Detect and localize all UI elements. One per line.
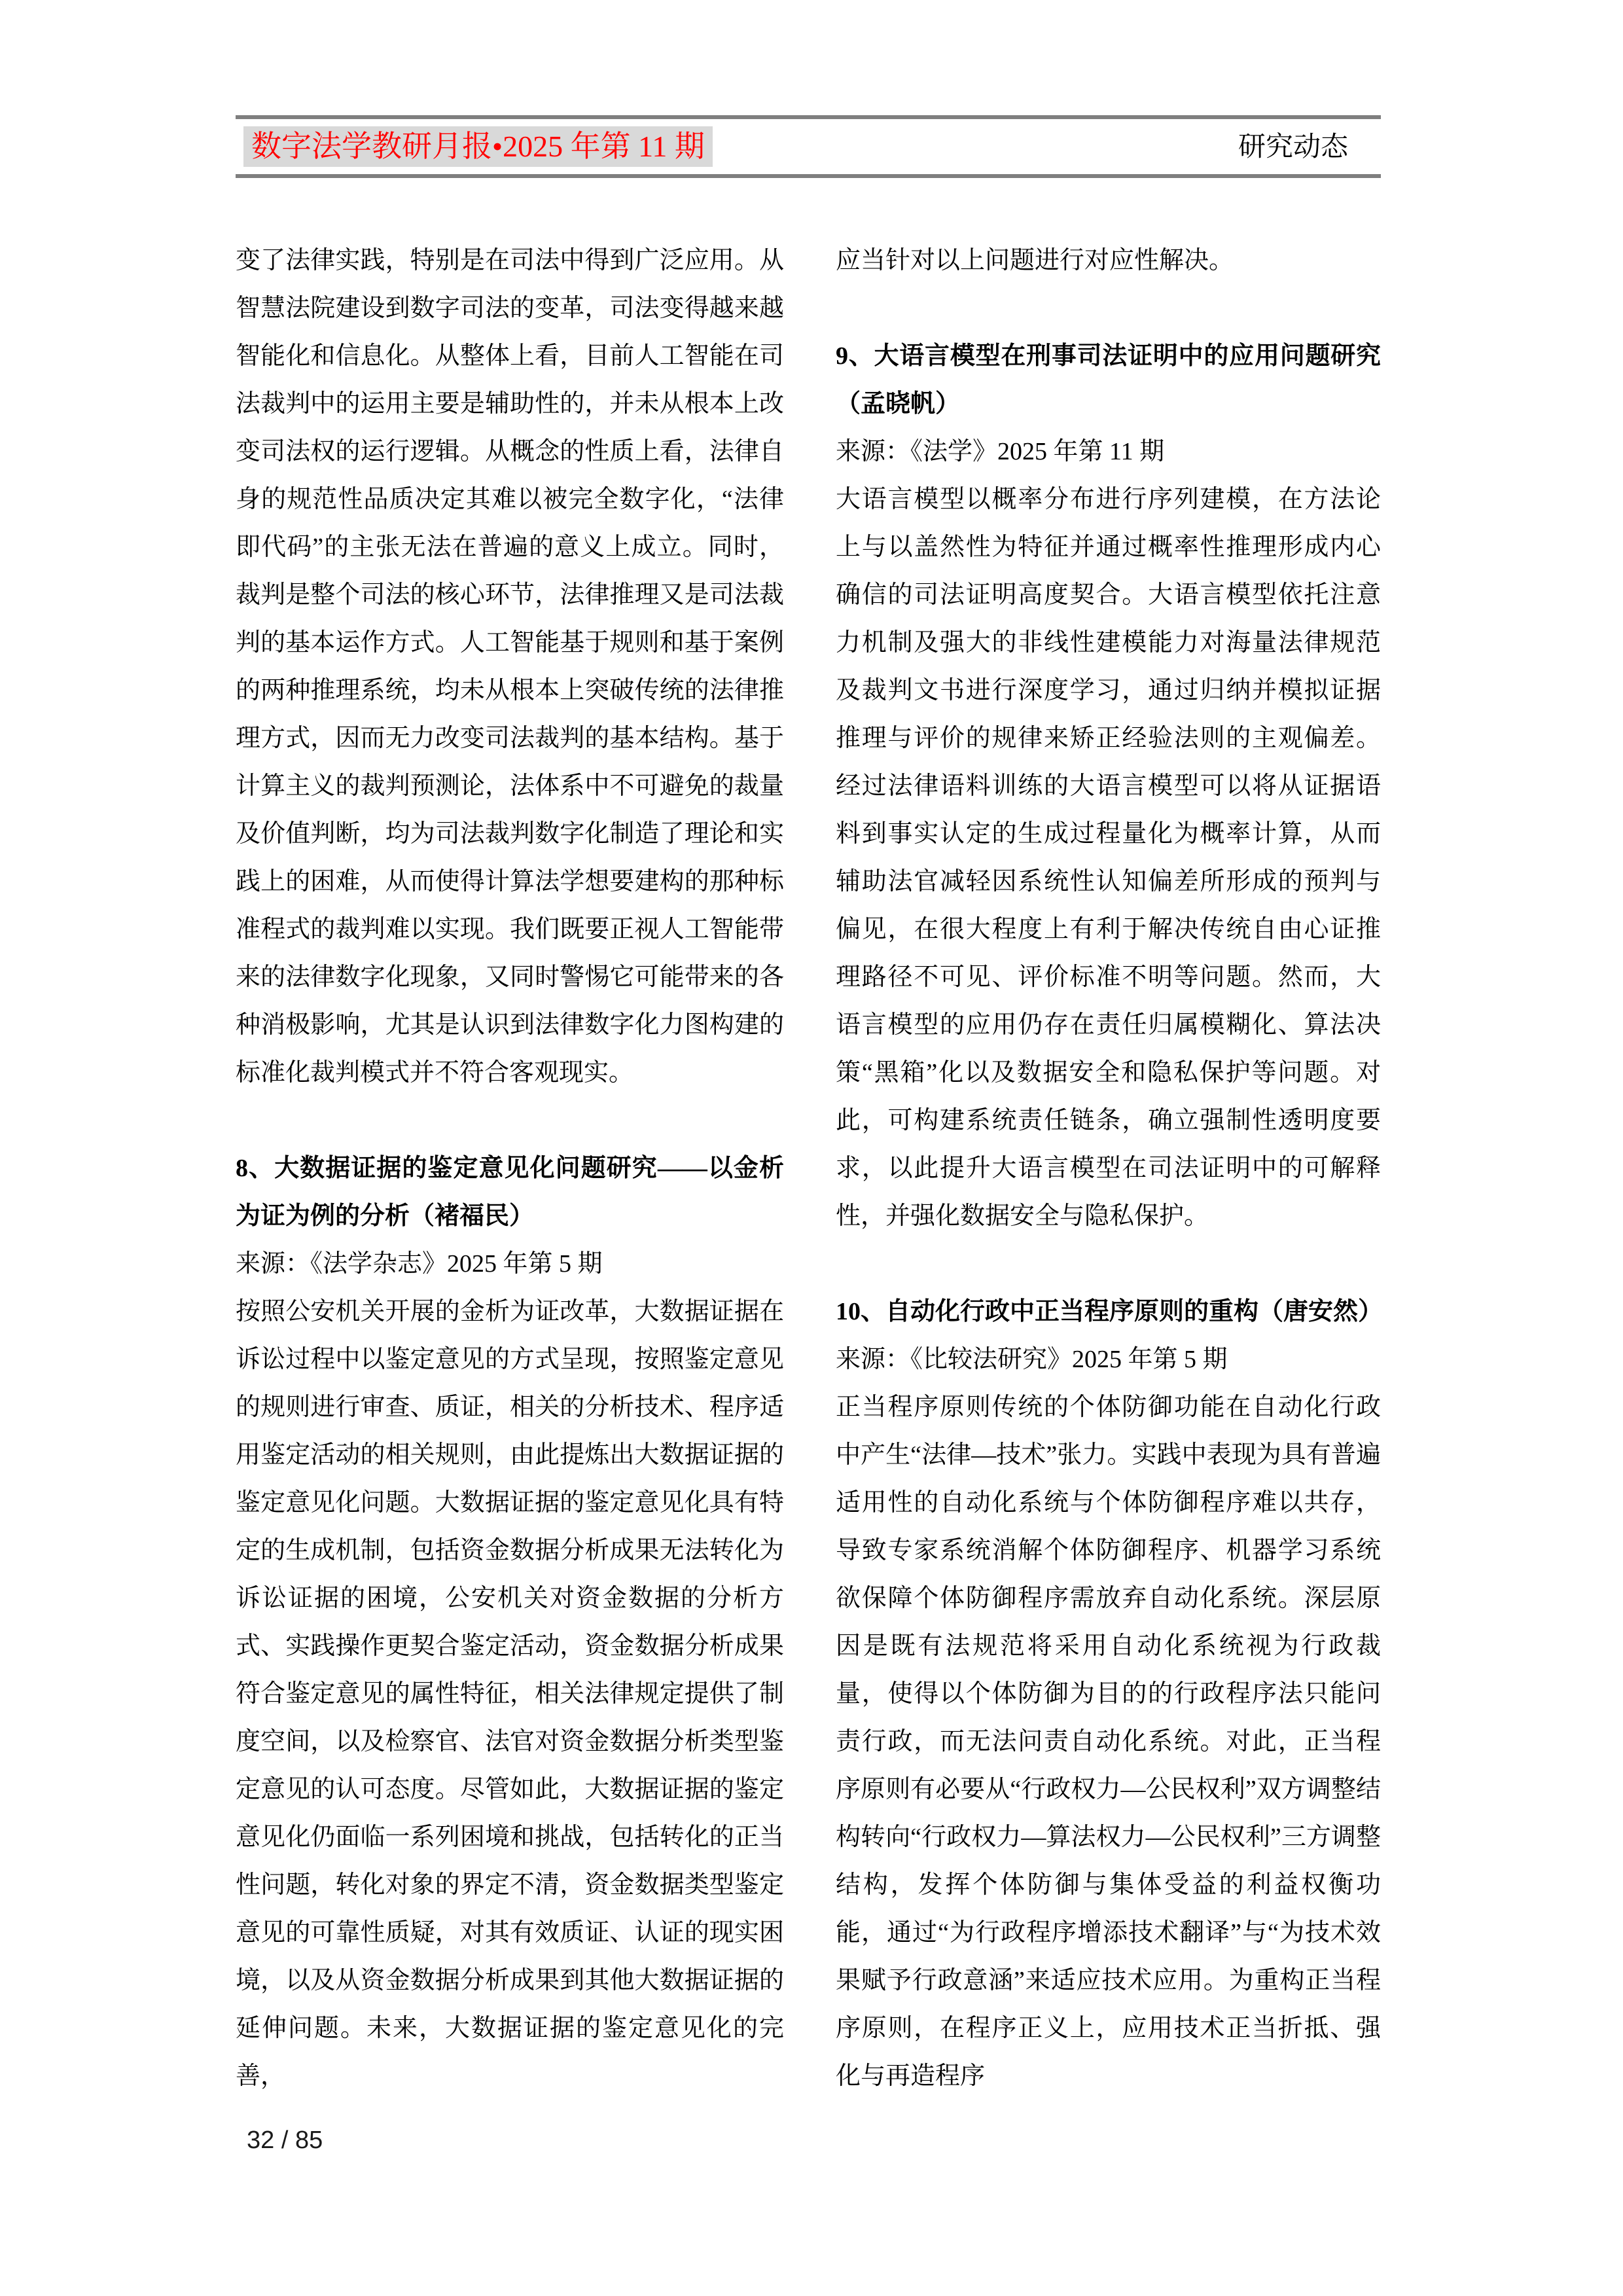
paragraph-gap [836, 1240, 1381, 1288]
item8-source: 来源：《法学杂志》2025 年第 5 期 [236, 1250, 603, 1278]
paragraph-gap [836, 285, 1381, 332]
header-bottom-rule [236, 174, 1381, 178]
item9-source: 来源：《法学》2025 年第 11 期 [836, 438, 1165, 465]
page-number: 32 / 85 [247, 2126, 323, 2154]
item7-abstract-continuation: 变了法律实践，特别是在司法中得到广泛应用。从智慧法院建设到数字司法的变革，司法变得越来越智能化和信息化。从整体上看，目前人工智能在司法裁判中的运用主要是辅助性的，并未从根本上改变司法权的运行逻辑。从概念的性质上看，法律自身的规范性品质决定其难以被完全数字化，“法律即代码”的主张无法在普遍的意义上成立。同时，裁判是整个司法的核心环节，法律推理又是司法裁判的基本运作方式。人工智能基于规则和基于案例的两种推理系统，均未从根本上突破传统的法律推理方式，因而无力改变司法裁判的基本结构。基于计算主义的裁判预测论，法体系中不可避免的裁量及价值判断，均为司法裁判数字化制造了理论和实践上的困难，从而使得计算法学想要建构的那种标准程式的裁判难以实现。我们既要正视人工智能带来的法律数字化现象，又同时警惕它可能带来的各种消极影响，尤其是认识到法律数字化力图构建的标准化裁判模式并不符合客观现实。 [236, 247, 784, 1086]
item8-abstract-continuation: 应当针对以上问题进行对应性解决。 [836, 247, 1234, 274]
item9-heading: 9、大语言模型在刑事司法证明中的应用问题研究（孟晓帆） [836, 342, 1381, 418]
text-column-left [236, 237, 784, 2100]
paragraph-gap [236, 1097, 784, 1145]
journal-title: 数字法学教研月报•2025 年第 11 期 [243, 126, 713, 167]
header-section-label: 研究动态 [1238, 132, 1348, 162]
item10-heading: 10、自动化行政中正当程序原则的重构（唐安然） [836, 1298, 1383, 1325]
item8-abstract: 按照公安机关开展的金析为证改革，大数据证据在诉讼过程中以鉴定意见的方式呈现，按照鉴定意见的规则进行审查、质证，相关的分析技术、程序适用鉴定活动的相关规则，由此提炼出大数据证据的鉴定意见化问题。大数据证据的鉴定意见化具有特定的生成机制，包括资金数据分析成果无法转化为诉讼证据的困境，公安机关对资金数据的分析方式、实践操作更契合鉴定活动，资金数据分析成果符合鉴定意见的属性特征，相关法律规定提供了制度空间，以及检察官、法官对资金数据分析类型鉴定意见的认可态度。尽管如此，大数据证据的鉴定意见化仍面临一系列困境和挑战，包括转化的正当性问题，转化对象的界定不清，资金数据类型鉴定意见的可靠性质疑，对其有效质证、认证的现实困境，以及从资金数据分析成果到其他大数据证据的延伸问题。未来，大数据证据的鉴定意见化的完善， [236, 1298, 784, 2090]
item8-heading: 8、大数据证据的鉴定意见化问题研究——以金析为证为例的分析（褚福民） [236, 1155, 784, 1230]
text-column-right [836, 237, 1381, 2100]
header-top-rule [236, 115, 1381, 119]
item10-abstract: 正当程序原则传统的个体防御功能在自动化行政中产生“法律—技术”张力。实践中表现为具有普遍适用性的自动化系统与个体防御程序难以共存，导致专家系统消解个体防御程序、机器学习系统欲保障个体防御程序需放弃自动化系统。深层原因是既有法规范将采用自动化系统视为行政裁量，使得以个体防御为目的的行政程序法只能问责行政，而无法问责自动化系统。对此，正当程序原则有必要从“行政权力—公民权利”双方调整结构转向“行政权力—算法权力—公民权利”三方调整结构，发挥个体防御与集体受益的利益权衡功能，通过“为行政程序增添技术翻译”与“为技术效果赋予行政意涵”来适应技术应用。为重构正当程序原则，在程序正义上，应用技术正当折抵、强化与再造程序 [836, 1393, 1381, 2090]
item10-source: 来源：《比较法研究》2025 年第 5 期 [836, 1346, 1228, 1373]
item9-abstract: 大语言模型以概率分布进行序列建模，在方法论上与以盖然性为特征并通过概率性推理形成内心确信的司法证明高度契合。大语言模型依托注意力机制及强大的非线性建模能力对海量法律规范及裁判文书进行深度学习，通过归纳并模拟证据推理与评价的规律来矫正经验法则的主观偏差。经过法律语料训练的大语言模型可以将从证据语料到事实认定的生成过程量化为概率计算，从而辅助法官减轻因系统性认知偏差所形成的预判与偏见，在很大程度上有利于解决传统自由心证推理路径不可见、评价标准不明等问题。然而，大语言模型的应用仍存在责任归属模糊化、算法决策“黑箱”化以及数据安全和隐私保护等问题。对此，可构建系统责任链条，确立强制性透明度要求，以此提升大语言模型在司法证明中的可解释性，并强化数据安全与隐私保护。 [836, 486, 1381, 1230]
